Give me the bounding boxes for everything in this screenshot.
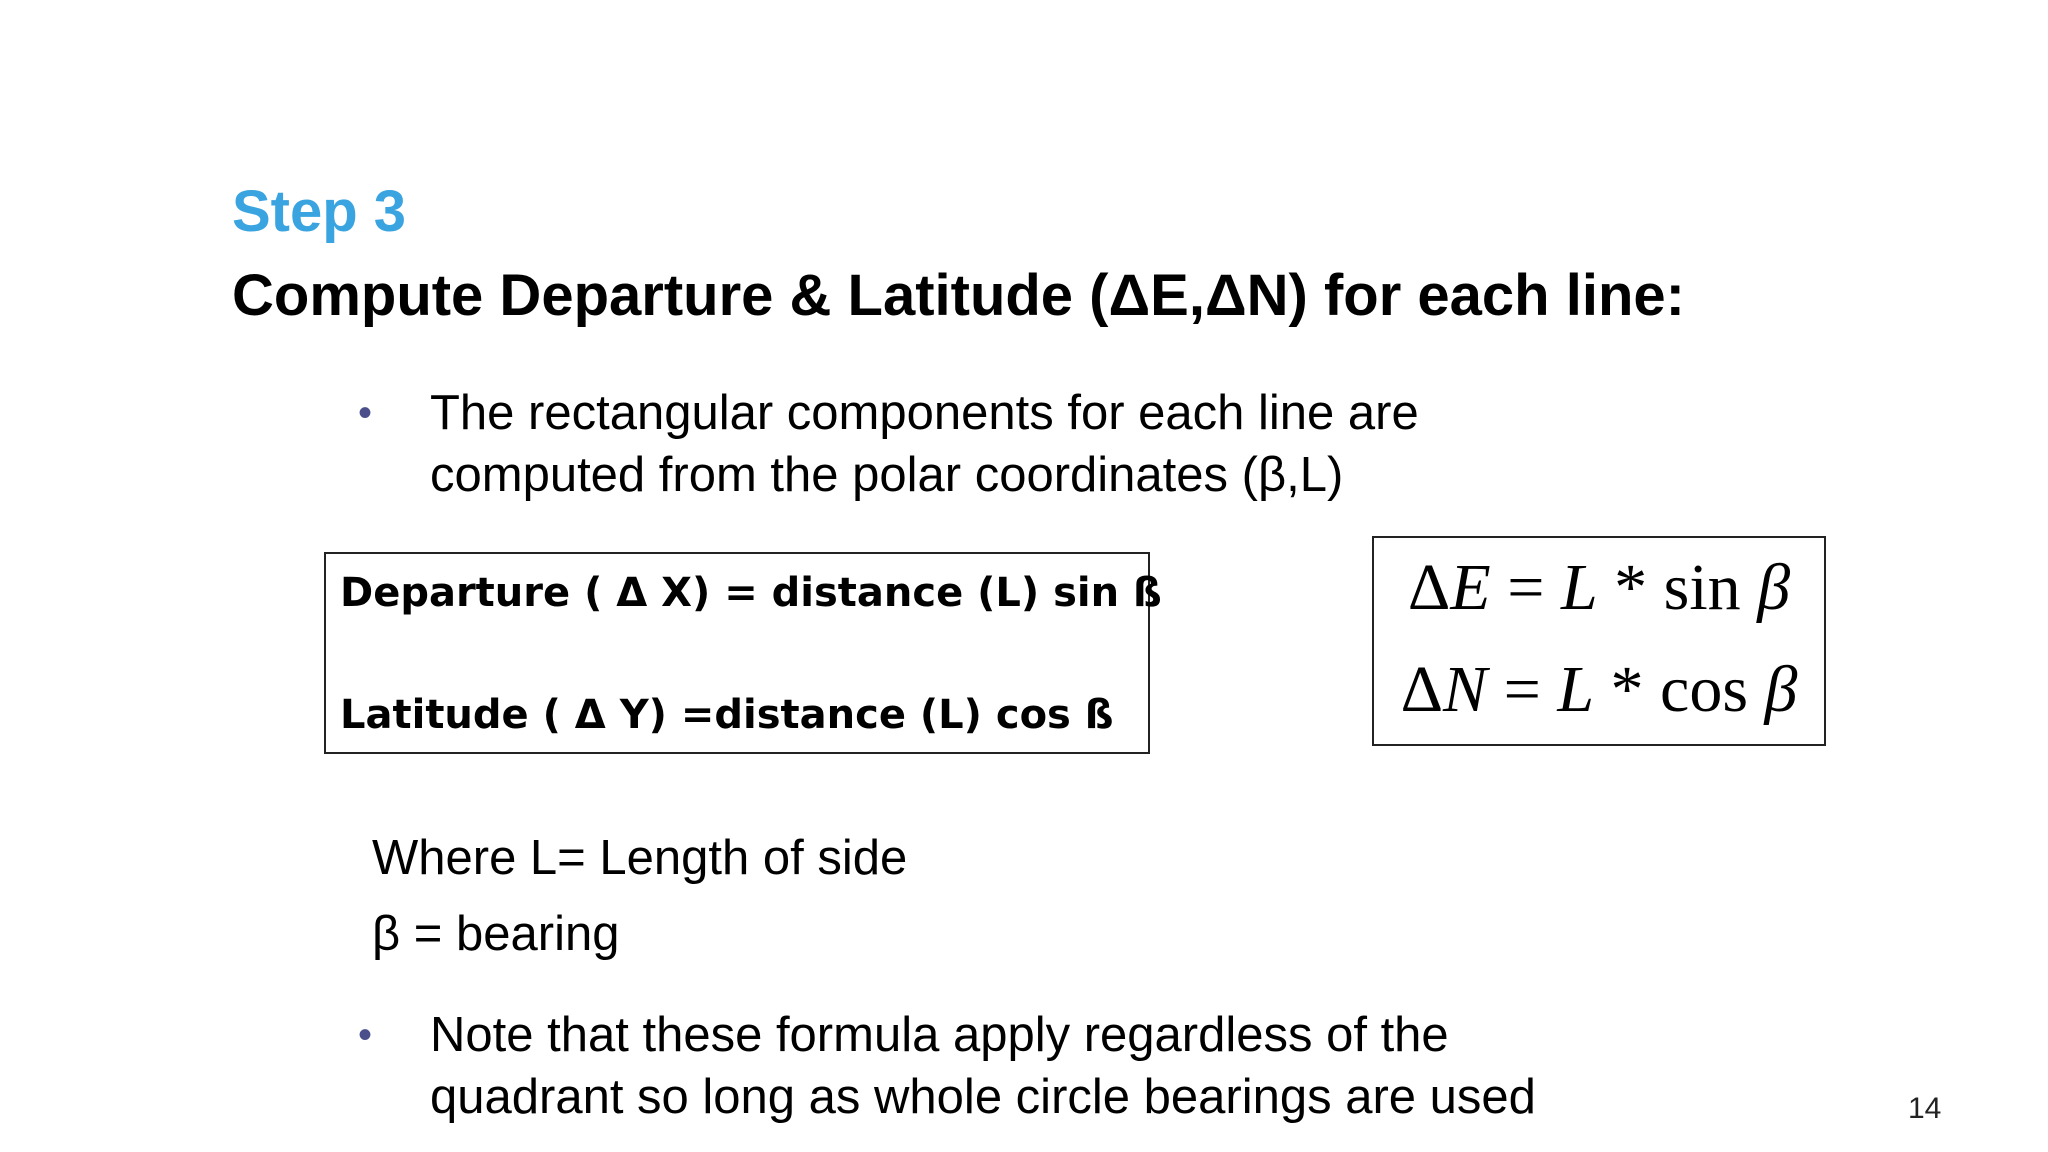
delta-n-equation: ΔN = L * cos β bbox=[1400, 653, 1798, 726]
bullet-text-line: computed from the polar coordinates (β,L) bbox=[430, 448, 1344, 502]
formula-text-box bbox=[324, 552, 1162, 754]
bullet-icon: • bbox=[358, 391, 373, 435]
page-number: 14 bbox=[1908, 1092, 1942, 1125]
bullet-item-rectangular-components bbox=[358, 382, 1419, 506]
bullet-text-line: The rectangular components for each line are bbox=[430, 386, 1419, 440]
slide-heading: Compute Departure & Latitude (ΔE,ΔN) for each line: bbox=[232, 263, 1685, 328]
latitude-formula: Latitude ( Δ Y) =distance (L) cos ß bbox=[340, 692, 1114, 738]
where-definitions bbox=[372, 820, 907, 972]
step-label: Step 3 bbox=[232, 179, 407, 244]
bullet-icon: • bbox=[358, 1013, 373, 1057]
bullet-text-line: Note that these formula apply regardless of the bbox=[430, 1008, 1449, 1062]
bearing-definition: β = bearing bbox=[372, 907, 620, 961]
length-definition: Where L= Length of side bbox=[372, 831, 908, 885]
delta-e-equation: ΔE = L * sin β bbox=[1407, 551, 1791, 624]
departure-formula: Departure ( Δ X) = distance (L) sin ß bbox=[340, 570, 1162, 616]
bullet-text-line: quadrant so long as whole circle bearings are used bbox=[430, 1070, 1536, 1124]
equation-box bbox=[1372, 536, 1826, 746]
bullet-item-note bbox=[358, 1004, 1536, 1128]
